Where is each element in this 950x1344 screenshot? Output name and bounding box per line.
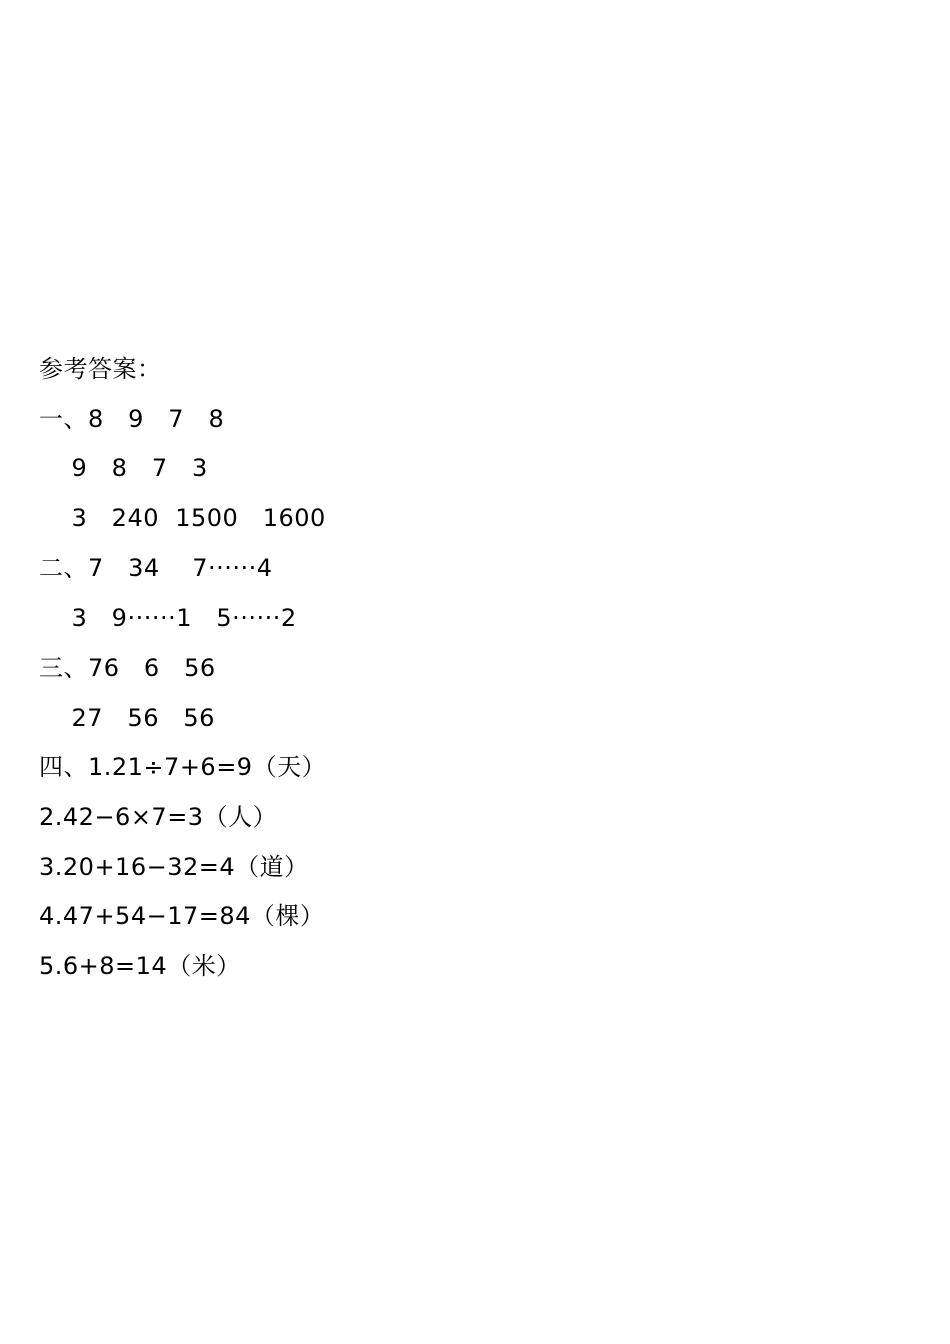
answer-line-2: 9 8 7 3 (39, 454, 208, 482)
answer-line-7: 27 56 56 (39, 704, 215, 732)
answer-heading: 参考答案： (39, 355, 162, 383)
answer-line-4: 二、7 34 7······4 (39, 554, 273, 582)
answer-line-10: 3.20+16−32=4（道） (39, 853, 309, 881)
answer-line-5: 3 9······1 5······2 (39, 604, 297, 632)
answer-line-1: 一、8 9 7 8 (39, 405, 225, 433)
answer-line-6: 三、76 6 56 (39, 654, 216, 682)
answer-line-11: 4.47+54−17=84（棵） (39, 902, 325, 930)
answer-line-12: 5.6+8=14（米） (39, 952, 241, 980)
answer-line-9: 2.42−6×7=3（人） (39, 803, 278, 831)
answer-line-8: 四、1.21÷7+6=9（天） (39, 753, 327, 781)
answer-line-3: 3 240 1500 1600 (39, 504, 326, 532)
